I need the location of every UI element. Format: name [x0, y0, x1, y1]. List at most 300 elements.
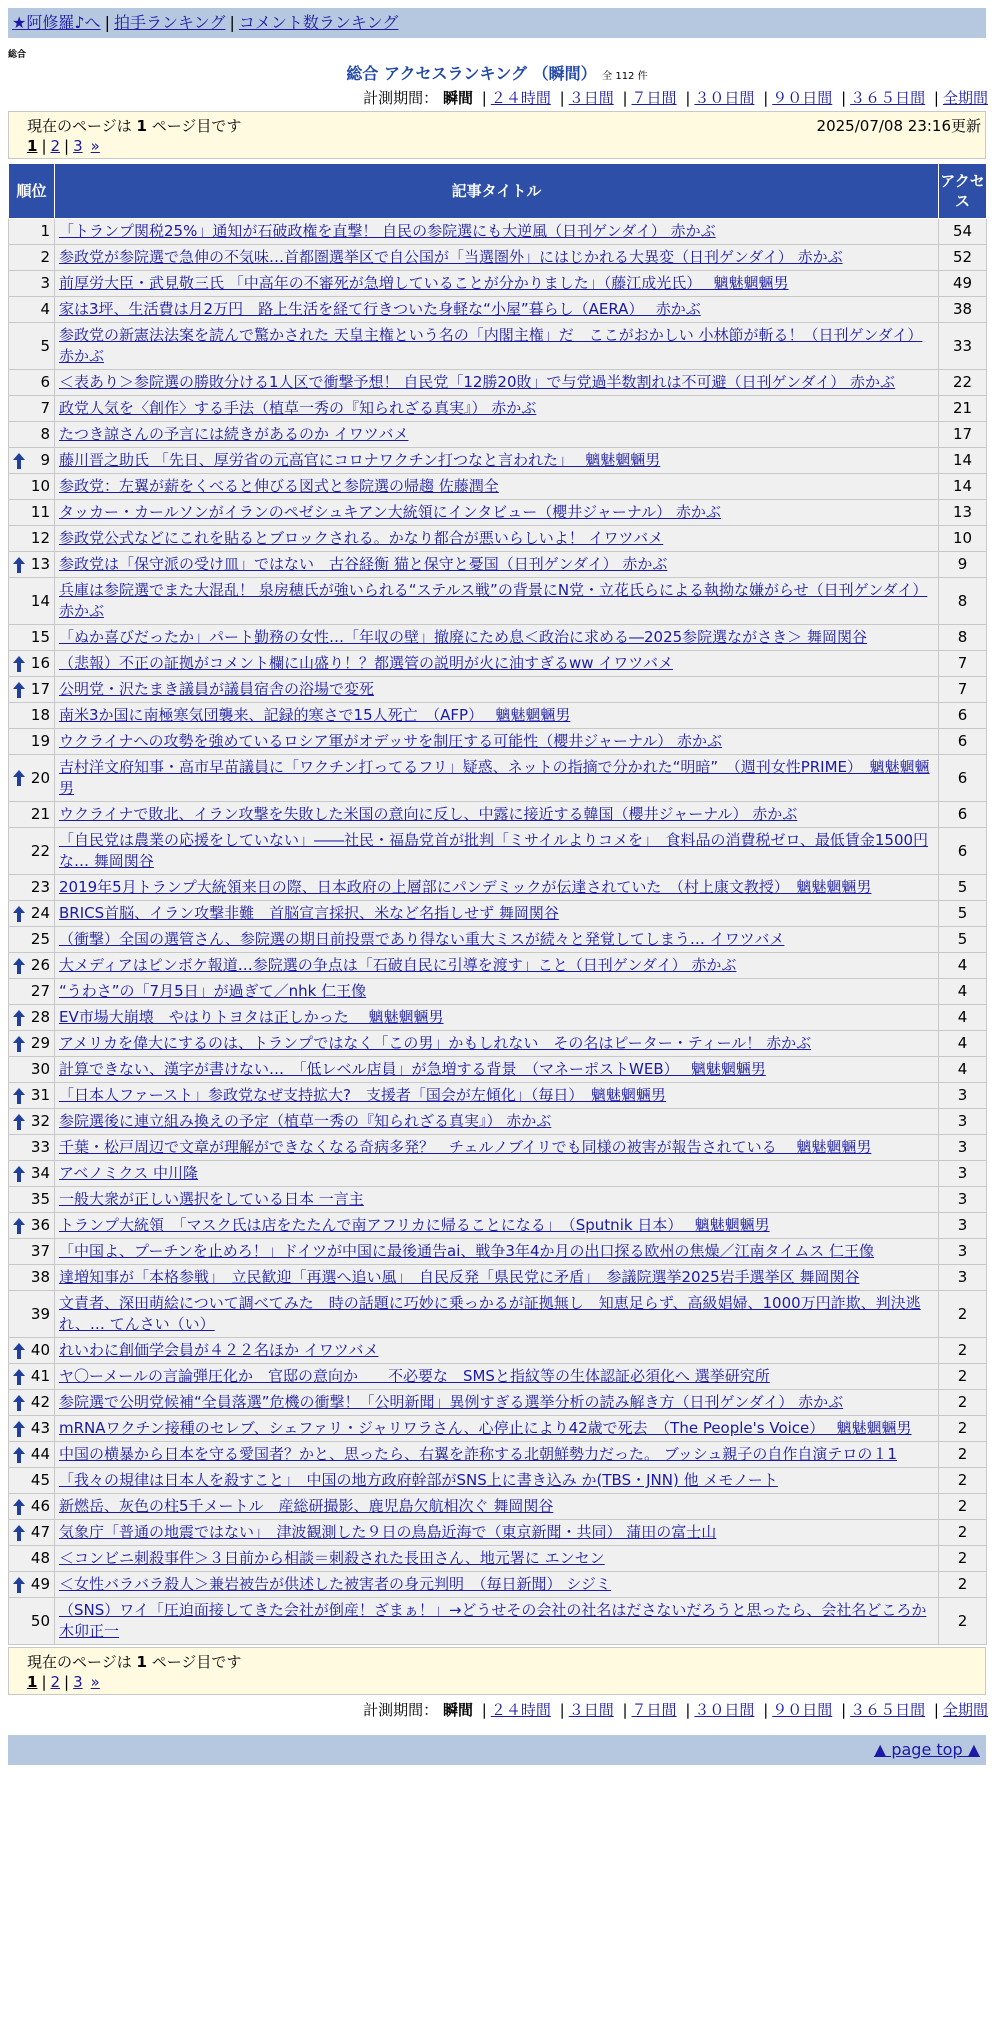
article-title-link[interactable]: 大メディアはピンボケ報道…参院選の争点は「石破自民に引導を渡す」こと（日刊ゲンダイ） 赤かぶ [59, 956, 737, 974]
article-title-link[interactable]: 家は3坪、生活費は月2万円 路上生活を経て行きついた身軽な“小屋”暮らし（AERA） 赤かぶ [59, 300, 701, 318]
rank-cell [9, 979, 55, 1005]
article-title-link[interactable]: BRICS首脳、イラン攻撃非難 首脳宣言採択、米など名指しせず 舞岡関谷 [59, 904, 559, 922]
rank-cell [9, 370, 55, 396]
next-page-link[interactable]: » [90, 1673, 100, 1691]
title-cell [55, 625, 939, 651]
article-title-link[interactable]: 達増知事が「本格参戦」 立民歓迎「再選へ追い風」 自民反発「県民党に矛盾」 参議院選挙2025岩手選挙区 舞岡関谷 [59, 1268, 860, 1286]
period-option[interactable]: ３０日間 [694, 1701, 755, 1719]
table-row [9, 755, 987, 802]
rank-cell [9, 927, 55, 953]
article-title-link[interactable]: “うわさ”の「7月5日」が過ぎて／nhk 仁王像 [59, 982, 367, 1000]
period-option[interactable]: ７日間 [631, 1701, 677, 1719]
access-count: 3 [939, 1265, 987, 1291]
article-title-link[interactable]: 兵庫は参院選でまた大混乱！ 泉房穂氏が強いられる“ステルス戦”の背景にN党・立花氏らによる執拗な嫌がらせ（日刊ゲンダイ） 赤かぶ [59, 581, 928, 620]
article-title-link[interactable]: 「ぬか喜びだったか」パート勤務の女性…「年収の壁」撤廃にため息＜政治に求める―2025参院選ながさき＞ 舞岡関谷 [59, 628, 867, 646]
article-title-link[interactable]: 公明党・沢たまき議員が議員宿舎の浴場で変死 [59, 680, 375, 698]
rank-number: 32 [30, 1112, 50, 1130]
table-row [9, 1598, 987, 1645]
title-cell [55, 802, 939, 828]
rank-number: 25 [30, 930, 50, 948]
rank-cell [9, 875, 55, 901]
table-row [9, 677, 987, 703]
rank-up-arrow-icon [13, 1218, 25, 1234]
table-row [9, 1390, 987, 1416]
article-title-link[interactable]: ＜表あり＞参院選の勝敗分ける1人区で衝撃予想！ 自民党「12勝20敗」で与党過半数割れは不可避（日刊ゲンダイ） 赤かぶ [59, 373, 896, 391]
rank-cell [9, 1265, 55, 1291]
title-cell [55, 703, 939, 729]
rank-cell [9, 1546, 55, 1572]
title-cell [55, 526, 939, 552]
article-title-link[interactable]: （悲報）不正の証拠がコメント欄に山盛り！？都選管の説明が火に油すぎるww イワツバメ [59, 654, 674, 672]
title-cell [55, 901, 939, 927]
period-selector-top: 計測期間： 瞬間 | ２４時間 | ３日間 | ７日間 | ３０日間 | ９０日間 | ３６５日間 | 全期間 [363, 89, 988, 107]
article-title-link[interactable]: ＜コンビニ刺殺事件＞３日前から相談＝刺殺された長田さん、地元署に エンセン [59, 1549, 605, 1567]
updated-time: 2025/07/08 23:16更新 [816, 117, 981, 135]
title-cell [55, 1416, 939, 1442]
rank-cell [9, 1239, 55, 1265]
article-title-link[interactable]: 政党人気を〈創作〉する手法（植草一秀の『知られざる真実』） 赤かぶ [59, 399, 537, 417]
access-count: 22 [939, 370, 987, 396]
title-cell [55, 1494, 939, 1520]
article-title-link[interactable]: 一般大衆が正しい選択をしている日本 一言主 [59, 1190, 364, 1208]
rank-number: 35 [30, 1190, 50, 1208]
rank-number: 1 [40, 222, 50, 240]
rank-cell [9, 755, 55, 802]
rank-up-arrow-icon [13, 1036, 25, 1052]
page-title [0, 61, 994, 84]
rank-cell [9, 1520, 55, 1546]
rank-cell [9, 828, 55, 875]
article-title-link[interactable]: 参政党が参院選で急伸の不気味…首都圏選挙区で自公国が「当選圏外」にはじかれる大異変（日刊ゲンダイ） 赤かぶ [59, 248, 843, 266]
table-row [9, 500, 987, 526]
rank-cell [9, 271, 55, 297]
rank-number: 22 [30, 841, 50, 860]
rank-number: 30 [30, 1060, 50, 1078]
rank-cell [9, 953, 55, 979]
ranking-table [8, 163, 987, 1645]
article-title-link[interactable]: タッカー・カールソンがイランのペゼシュキアン大統領にインタビュー（櫻井ジャーナル） 赤かぶ [59, 503, 721, 521]
rank-number: 27 [30, 982, 50, 1000]
period-option[interactable]: ３０日間 [694, 89, 755, 107]
access-count: 2 [939, 1390, 987, 1416]
rank-cell [9, 1031, 55, 1057]
rank-number: 21 [30, 805, 50, 823]
separator: | [229, 13, 235, 32]
rank-number: 33 [30, 1138, 50, 1156]
table-header-row [9, 164, 987, 219]
table-row [9, 1520, 987, 1546]
title-cell [55, 729, 939, 755]
access-count: 2 [939, 1338, 987, 1364]
rank-cell [9, 297, 55, 323]
rank-up-arrow-icon [13, 1010, 25, 1026]
article-title-link[interactable]: 「トランプ関税25%」通知が石破政権を直撃！ 自民の参院選にも大逆風（日刊ゲンダイ） 赤かぶ [59, 222, 716, 240]
rank-cell [9, 1109, 55, 1135]
access-count: 6 [939, 802, 987, 828]
article-title-link[interactable]: 「我々の規律は日本人を殺すこと」 中国の地方政府幹部がSNS上に書き込み か(TBS・JNN) 他 メモノート [59, 1471, 778, 1489]
rank-number: 2 [40, 248, 50, 266]
rank-cell [9, 1468, 55, 1494]
title-cell [55, 1187, 939, 1213]
article-title-link[interactable]: 参政党は「保守派の受け皿」ではない 古谷経衡 猫と保守と憂国（日刊ゲンダイ） 赤かぶ [59, 555, 668, 573]
article-title-link[interactable]: 計算できない、漢字が書けない… 「低レベル店員」が急増する背景 （マネーポストWEB） 魑魅魍魎男 [59, 1060, 766, 1078]
rank-number: 50 [30, 1611, 50, 1630]
rank-number: 40 [30, 1341, 50, 1359]
title-cell [55, 323, 939, 370]
rank-up-arrow-icon [13, 1447, 25, 1463]
rank-up-arrow-icon [13, 770, 25, 786]
article-title-link[interactable]: mRNAワクチン接種のセレブ、シェファリ・ジャリワラさん、心停止により42歳で死去 （The People's Voice） 魑魅魍魎男 [59, 1419, 912, 1437]
table-row [9, 526, 987, 552]
rank-number: 29 [30, 1034, 50, 1052]
article-title-link[interactable]: 千葉・松戸周辺で文章が理解ができなくなる奇病多発？ チェルノブイリでも同様の被害が報告されている 魑魅魍魎男 [59, 1138, 872, 1156]
rank-cell [9, 651, 55, 677]
title-cell [55, 1083, 939, 1109]
article-title-link[interactable]: 吉村洋文府知事・高市早苗議員に「ワクチン打ってるフリ」疑惑、ネットの指摘で分かれた“明暗” （週刊女性PRIME） 魑魅魍魎男 [59, 758, 930, 797]
rank-up-arrow-icon [13, 656, 25, 672]
rank-number: 19 [30, 732, 50, 750]
period-option[interactable]: ７日間 [631, 89, 677, 107]
period-option[interactable]: ３６５日間 [850, 89, 926, 107]
current-page-text: 現在のページは 1 ページ目です [27, 117, 242, 135]
access-count: 4 [939, 1031, 987, 1057]
access-count: 6 [939, 828, 987, 875]
access-count: 21 [939, 396, 987, 422]
title-cell [55, 1546, 939, 1572]
article-title-link[interactable]: 2019年5月トランプ大統領来日の際、日本政府の上層部にパンデミックが伝達されていた （村上康文教授） 魑魅魍魎男 [59, 878, 872, 896]
access-count: 2 [939, 1494, 987, 1520]
header-access: アクセス [939, 164, 987, 219]
article-title-link[interactable]: 「日本人ファースト」参政党なぜ支持拡大? 支援者「国会が左傾化」（毎日） 魑魅魍魎男 [59, 1086, 666, 1104]
title-cell [55, 755, 939, 802]
rank-number: 48 [30, 1549, 50, 1567]
rank-cell [9, 1494, 55, 1520]
table-row [9, 953, 987, 979]
rank-number: 17 [30, 680, 50, 698]
rank-cell [9, 1005, 55, 1031]
total-count: 全 112 件 [602, 71, 648, 82]
period-selector-bottom: 計測期間： 瞬間 | ２４時間 | ３日間 | ７日間 | ３０日間 | ９０日間 | ３６５日間 | 全期間 [363, 1701, 988, 1719]
period-option[interactable]: ３日間 [568, 89, 614, 107]
article-title-link[interactable]: （衝撃）全国の選管さん、参院選の期日前投票であり得ない重大ミスが続々と発覚してしまう… イワツバメ [59, 930, 785, 948]
rank-up-arrow-icon [13, 682, 25, 698]
page-link[interactable]: 2 [50, 1673, 61, 1691]
rank-number: 20 [30, 768, 50, 787]
table-row [9, 1546, 987, 1572]
article-title-link[interactable]: （SNS）ワイ「圧迫面接してきた会社が倒産！ざまぁ！」→どうせその会社の社名はださないだろうと思ったら、会社名どころか 木卯正一 [59, 1601, 927, 1640]
title-cell [55, 271, 939, 297]
table-row [9, 219, 987, 245]
title-cell [55, 1572, 939, 1598]
rank-number: 4 [40, 300, 50, 318]
rank-number: 47 [30, 1523, 50, 1541]
period-option[interactable]: 全期間 [942, 1701, 988, 1719]
article-title-link[interactable]: 参政党：左翼が薪をくべると伸びる図式と参院選の帰趨 佐藤潤全 [59, 477, 499, 495]
access-count: 38 [939, 297, 987, 323]
title-cell [55, 1442, 939, 1468]
table-row [9, 1338, 987, 1364]
rank-number: 42 [30, 1393, 50, 1411]
rank-cell [9, 1390, 55, 1416]
access-count: 10 [939, 526, 987, 552]
table-row [9, 1416, 987, 1442]
title-cell [55, 927, 939, 953]
access-count: 3 [939, 1213, 987, 1239]
rank-cell [9, 1161, 55, 1187]
title-cell [55, 1364, 939, 1390]
rank-number: 37 [30, 1242, 50, 1260]
rank-up-arrow-icon [13, 1525, 25, 1541]
rank-number: 9 [40, 451, 50, 469]
rank-number: 14 [30, 591, 50, 610]
rank-number: 38 [30, 1268, 50, 1286]
table-row [9, 1031, 987, 1057]
page-link[interactable]: 3 [73, 137, 83, 155]
article-title-link[interactable]: れいわに創価学会員が４２２名ほか イワツバメ [59, 1341, 379, 1359]
article-title-link[interactable]: 気象庁「普通の地震ではない」 津波観測した９日の鳥島近海で（東京新聞・共同） 蒲田の富士山 [59, 1523, 717, 1541]
article-title-link[interactable]: 参院選後に連立組み換えの予定（植草一秀の『知られざる真実』） 赤かぶ [59, 1112, 552, 1130]
title-cell [55, 1291, 939, 1338]
access-count: 4 [939, 979, 987, 1005]
title-cell [55, 1468, 939, 1494]
nav-link-applause-ranking[interactable]: 拍手ランキング [113, 13, 226, 32]
article-title-link[interactable]: 藤川晋之助氏 「先日、厚労省の元高官にコロナワクチン打つなと言われた」 魑魅魍魎男 [59, 451, 661, 469]
rank-number: 41 [30, 1367, 50, 1385]
separator: | [104, 13, 110, 32]
article-title-link[interactable]: EV市場大崩壊 やはりトヨタは正しかった 魑魅魍魎男 [59, 1008, 444, 1026]
article-title-link[interactable]: 文責者、深田萌絵について調べてみた 時の話題に巧妙に乗っかるが証拠無し 知恵足らず、高級娼婦、1000万円詐欺、判決逃れ、… てんさい（い） [59, 1294, 921, 1333]
title-cell [55, 1135, 939, 1161]
rank-cell [9, 1187, 55, 1213]
article-title-link[interactable]: ヤ〇ーメールの言論弾圧化か 官邸の意向か 不必要な SMSと指紋等の生体認証必須化へ 選挙研究所 [59, 1367, 770, 1385]
title-cell [55, 219, 939, 245]
rank-cell [9, 245, 55, 271]
period-option[interactable]: ９０日間 [772, 1701, 833, 1719]
rank-number: 45 [30, 1471, 50, 1489]
access-count: 7 [939, 677, 987, 703]
rank-number: 34 [30, 1164, 50, 1182]
pagination: 1 | 2 | 3 » [27, 137, 100, 155]
rank-number: 10 [30, 477, 50, 495]
title-cell [55, 578, 939, 625]
rank-up-arrow-icon [13, 1114, 25, 1130]
table-row [9, 396, 987, 422]
table-row [9, 979, 987, 1005]
paging-box-bottom [8, 1647, 986, 1695]
table-row [9, 1291, 987, 1338]
rank-up-arrow-icon [13, 1088, 25, 1104]
period-option[interactable]: ３６５日間 [850, 1701, 926, 1719]
article-title-link[interactable]: たつき諒さんの予言には続きがあるのか イワツバメ [59, 425, 409, 443]
title-cell [55, 1161, 939, 1187]
access-count: 7 [939, 651, 987, 677]
rank-up-arrow-icon [13, 1343, 25, 1359]
rank-up-arrow-icon [13, 906, 25, 922]
rank-cell [9, 526, 55, 552]
period-option[interactable]: ９０日間 [772, 89, 833, 107]
table-row [9, 271, 987, 297]
rank-cell [9, 474, 55, 500]
period-option[interactable]: ２４時間 [490, 89, 551, 107]
title-cell [55, 1057, 939, 1083]
article-title-link[interactable]: 中国の横暴から日本を守る愛国者？かと、思ったら、右翼を詐称する北朝鮮勢力だった。 ブッシュ親子の自作自演テロの１1 [59, 1445, 897, 1463]
rank-cell [9, 578, 55, 625]
title-cell [55, 875, 939, 901]
next-page-link[interactable]: » [90, 137, 100, 155]
table-row [9, 1057, 987, 1083]
article-title-link[interactable]: 参政党公式などにこれを貼るとブロックされる。かなり都合が悪いらしいよ！ イワツバメ [59, 529, 664, 547]
access-count: 49 [939, 271, 987, 297]
rank-number: 24 [30, 904, 50, 922]
title-cell [55, 1239, 939, 1265]
table-row [9, 474, 987, 500]
access-count: 6 [939, 755, 987, 802]
rank-number: 26 [30, 956, 50, 974]
article-title-link[interactable]: 「中国よ、プーチンを止めろ！」ドイツが中国に最後通告ai、戦争3年4か月の出口探る欧州の焦燥／江南タイムス 仁王像 [59, 1242, 874, 1260]
access-count: 8 [939, 625, 987, 651]
rank-cell [9, 1057, 55, 1083]
period-option[interactable]: 全期間 [942, 89, 988, 107]
page-top-link[interactable]: ▲ page top ▲ [873, 1740, 980, 1759]
title-cell [55, 953, 939, 979]
table-row [9, 828, 987, 875]
period-label: 計測期間： [363, 1701, 439, 1719]
page-top-bar [8, 1735, 986, 1765]
rank-number: 44 [30, 1445, 50, 1463]
period-label: 計測期間： [363, 89, 439, 107]
title-cell [55, 1005, 939, 1031]
pagination: 1 | 2 | 3 » [27, 1673, 100, 1691]
article-title-link[interactable]: ウクライナへの攻勢を強めているロシア軍がオデッサを制圧する可能性（櫻井ジャーナル） 赤かぶ [59, 732, 722, 750]
title-cell [55, 396, 939, 422]
rank-cell [9, 703, 55, 729]
table-row [9, 370, 987, 396]
rank-up-arrow-icon [13, 557, 25, 573]
rank-number: 15 [30, 628, 50, 646]
article-title-link[interactable]: 南米3か国に南極寒気団襲来、記録的寒さで15人死亡 （AFP） 魑魅魍魎男 [59, 706, 571, 724]
access-count: 6 [939, 729, 987, 755]
article-title-link[interactable]: 参政党の新憲法法案を読んで驚かされた 天皇主権という名の「内閣主権」だ ここがおかしい 小林節が斬る！（日刊ゲンダイ） 赤かぶ [59, 326, 923, 365]
article-title-link[interactable]: ＜女性バラバラ殺人＞兼岩被告が供述した被害者の身元判明 （毎日新聞） シジミ [59, 1575, 611, 1593]
nav-link-asyura[interactable]: ★阿修羅♪へ [12, 13, 101, 32]
rank-cell [9, 1135, 55, 1161]
article-title-link[interactable]: 新燃岳、灰色の柱5千メートル 産総研撮影、鹿児島欠航相次ぐ 舞岡関谷 [59, 1497, 554, 1515]
article-title-link[interactable]: 前厚労大臣・武見敬三氏 「中高年の不審死が急増していることが分かりました」（藤江成光氏） 魑魅魍魎男 [59, 274, 789, 292]
rank-up-arrow-icon [13, 1421, 25, 1437]
current-page-text: 現在のページは 1 ページ目です [27, 1653, 242, 1671]
access-count: 9 [939, 552, 987, 578]
access-count: 4 [939, 953, 987, 979]
article-title-link[interactable]: ウクライナで敗北、イラン攻撃を失敗した米国の意向に反し、中露に接近する韓国（櫻井ジャーナル） 赤かぶ [59, 805, 798, 823]
rank-up-arrow-icon [13, 453, 25, 469]
article-title-link[interactable]: 参院選で公明党候補“全員落選”危機の衝撃！「公明新聞」異例すぎる選挙分析の読み解き方（日刊ゲンダイ） 赤かぶ [59, 1393, 844, 1411]
header-title: 記事タイトル [55, 164, 939, 219]
rank-number: 23 [30, 878, 50, 896]
rank-up-arrow-icon [13, 1499, 25, 1515]
rank-cell [9, 422, 55, 448]
access-count: 2 [939, 1468, 987, 1494]
access-count: 3 [939, 1083, 987, 1109]
table-row [9, 1213, 987, 1239]
rank-cell [9, 901, 55, 927]
rank-number: 28 [30, 1008, 50, 1026]
page-link[interactable]: 3 [73, 1673, 83, 1691]
rank-number: 39 [30, 1304, 50, 1323]
access-count: 2 [939, 1572, 987, 1598]
rank-number: 6 [40, 373, 50, 391]
table-row [9, 552, 987, 578]
rank-number: 13 [30, 555, 50, 573]
access-count: 6 [939, 703, 987, 729]
access-count: 4 [939, 1057, 987, 1083]
table-row [9, 729, 987, 755]
title-cell [55, 828, 939, 875]
access-count: 5 [939, 901, 987, 927]
rank-cell [9, 219, 55, 245]
access-count: 14 [939, 448, 987, 474]
title-cell [55, 245, 939, 271]
rank-cell [9, 625, 55, 651]
table-row [9, 1135, 987, 1161]
rank-number: 3 [40, 274, 50, 292]
rank-number: 5 [40, 336, 50, 355]
article-title-link[interactable]: 「自民党は農業の応援をしていない」――社民・福島党首が批判「ミサイルよりコメを」 食料品の消費税ゼロ、最低賃金1500円な… 舞岡関谷 [59, 831, 929, 870]
access-count: 2 [939, 1442, 987, 1468]
table-row [9, 448, 987, 474]
rank-number: 16 [30, 654, 50, 672]
rank-cell [9, 396, 55, 422]
page-link-current: 1 [27, 137, 38, 155]
access-count: 2 [939, 1364, 987, 1390]
rank-number: 49 [30, 1575, 50, 1593]
article-title-link[interactable]: アベノミクス 中川隆 [59, 1164, 199, 1182]
access-count: 2 [939, 1416, 987, 1442]
rank-number: 11 [30, 503, 50, 521]
title-cell [55, 297, 939, 323]
title-cell [55, 1031, 939, 1057]
access-count: 4 [939, 1005, 987, 1031]
rank-number: 36 [30, 1216, 50, 1234]
access-count: 3 [939, 1239, 987, 1265]
title-cell [55, 1109, 939, 1135]
rank-up-arrow-icon [13, 1369, 25, 1385]
page-link[interactable]: 2 [50, 137, 61, 155]
period-option[interactable]: ３日間 [568, 1701, 614, 1719]
rank-number: 8 [40, 425, 50, 443]
nav-link-comment-ranking[interactable]: コメント数ランキング [238, 13, 399, 32]
article-title-link[interactable]: アメリカを偉大にするのは、トランプではなく「この男」かもしれない その名はピーター・ティール！ 赤かぶ [59, 1034, 812, 1052]
table-row [9, 927, 987, 953]
period-current: 瞬間 [442, 1701, 473, 1719]
period-current: 瞬間 [442, 89, 473, 107]
title-cell [55, 1338, 939, 1364]
table-row [9, 1005, 987, 1031]
table-row [9, 1265, 987, 1291]
page-title-text: 総合 アクセスランキング （瞬間） [346, 64, 597, 83]
access-count: 2 [939, 1520, 987, 1546]
title-cell [55, 370, 939, 396]
title-cell [55, 979, 939, 1005]
table-row [9, 1161, 987, 1187]
access-count: 5 [939, 875, 987, 901]
table-row [9, 422, 987, 448]
period-option[interactable]: ２４時間 [490, 1701, 551, 1719]
access-count: 3 [939, 1161, 987, 1187]
title-cell [55, 500, 939, 526]
rank-up-arrow-icon [13, 1395, 25, 1411]
top-nav [8, 8, 986, 38]
article-title-link[interactable]: トランプ大統領 「マスク氏は店をたたんで南アフリカに帰ることになる」 （Sputnik 日本） 魑魅魍魎男 [59, 1216, 770, 1234]
